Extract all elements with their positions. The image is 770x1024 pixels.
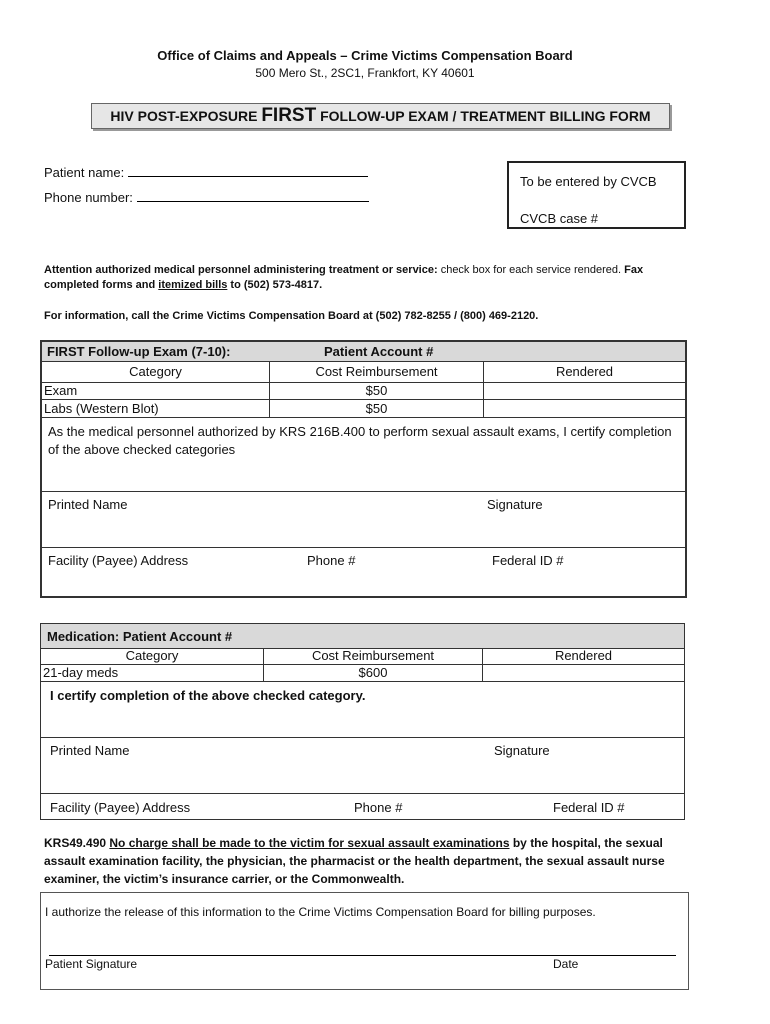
exam-signature-label: Signature [487,497,543,512]
cvcb-case-label: CVCB case # [520,211,599,226]
med-col-cost: Cost Reimbursement [264,649,483,665]
krs-underlined: No charge shall be made to the victim for sexual assault examinations [109,836,510,850]
exam-printed-name-label: Printed Name [48,497,128,512]
exam-facility-row[interactable] [42,548,685,596]
phone-number-field[interactable] [137,189,369,202]
patient-name-field[interactable] [128,164,368,177]
meds-row-rendered-checkbox[interactable] [483,665,684,682]
form-title-part2: FOLLOW-UP EXAM / TREATMENT BILLING FORM [316,108,651,124]
exam-row-rendered-checkbox[interactable] [484,383,685,400]
krs-statement [44,834,684,888]
med-signature-row[interactable] [41,738,684,794]
exam-heading: FIRST Follow-up Exam (7-10): [47,344,231,359]
attention-lead: Attention authorized medical personnel administering treatment or service: [44,264,438,276]
exam-heading-row [42,342,685,362]
medication-heading: Medication: Patient Account # [41,624,684,649]
exam-col-cost: Cost Reimbursement [270,362,484,383]
exam-certify-text: As the medical personnel authorized by KRS 216B.400 to perform sexual assault exams, I certify completion of the above checked categories [42,418,685,492]
exam-col-category: Category [42,362,270,383]
authorization-text: I authorize the release of this information to the Crime Victims Compensation Board for billing purposes. [45,905,596,919]
form-title [91,103,670,129]
exam-phone-label: Phone # [307,553,356,568]
fax-text-1: Fax completed forms and [44,264,644,291]
krs-lead: KRS49.490 [44,836,110,850]
date-label: Date [553,957,579,971]
attention-body: check box for each service rendered. [437,264,625,276]
patient-name-row [44,164,368,180]
fax-text-underline: itemized bills [158,279,228,291]
exam-section [40,340,687,598]
patient-signature-label: Patient Signature [45,957,138,971]
med-col-category: Category [41,649,264,665]
labs-row-rendered-checkbox[interactable] [484,400,685,418]
cvcb-note: To be entered by CVCB [520,174,657,189]
krs-rest: by the hospital, the sexual assault examination facility, the physician, the pharmacist or the health department, the sexual assault nurse examiner, the victim’s insurance carrier, or the Commonwealth. [44,836,665,886]
office-address: 500 Mero St., 2SC1, Frankfort, KY 40601 [255,66,475,80]
med-signature-label: Signature [494,743,550,758]
labs-row-category: Labs (Western Blot) [42,400,270,418]
phone-number-label: Phone number: [44,190,133,205]
phone-number-row [44,189,369,205]
med-facility-row[interactable] [41,794,684,819]
labs-row-cost: $50 [270,400,484,418]
medication-section [40,623,685,820]
exam-row-category: Exam [42,383,270,400]
attention-text [44,263,644,293]
patient-name-label: Patient name: [44,165,125,180]
med-printed-name-label: Printed Name [50,743,130,758]
office-heading: Office of Claims and Appeals – Crime Victims Compensation Board [157,48,573,63]
patient-signature-line[interactable] [49,955,676,956]
cvcb-box [507,161,686,229]
exam-col-rendered: Rendered [484,362,685,383]
fax-text-2: to (502) 573-4817. [227,279,323,291]
med-certify-text: I certify completion of the above checked category. [41,682,684,738]
meds-row-cost: $600 [264,665,483,682]
med-facility-label: Facility (Payee) Address [50,800,191,815]
exam-account-label: Patient Account # [324,344,434,359]
exam-facility-label: Facility (Payee) Address [48,553,189,568]
exam-federal-id-label: Federal ID # [492,553,564,568]
med-col-rendered: Rendered [483,649,684,665]
info-line: For information, call the Crime Victims Compensation Board at (502) 782-8255 / (800) 469-2120. [44,310,539,322]
meds-row-category: 21-day meds [41,665,264,682]
med-federal-id-label: Federal ID # [553,800,625,815]
exam-row-cost: $50 [270,383,484,400]
form-title-part1: HIV POST-EXPOSURE [110,108,262,124]
authorization-box [40,892,689,990]
med-phone-label: Phone # [354,800,403,815]
form-title-emphasis: FIRST [261,105,317,126]
exam-signature-row[interactable] [42,492,685,548]
